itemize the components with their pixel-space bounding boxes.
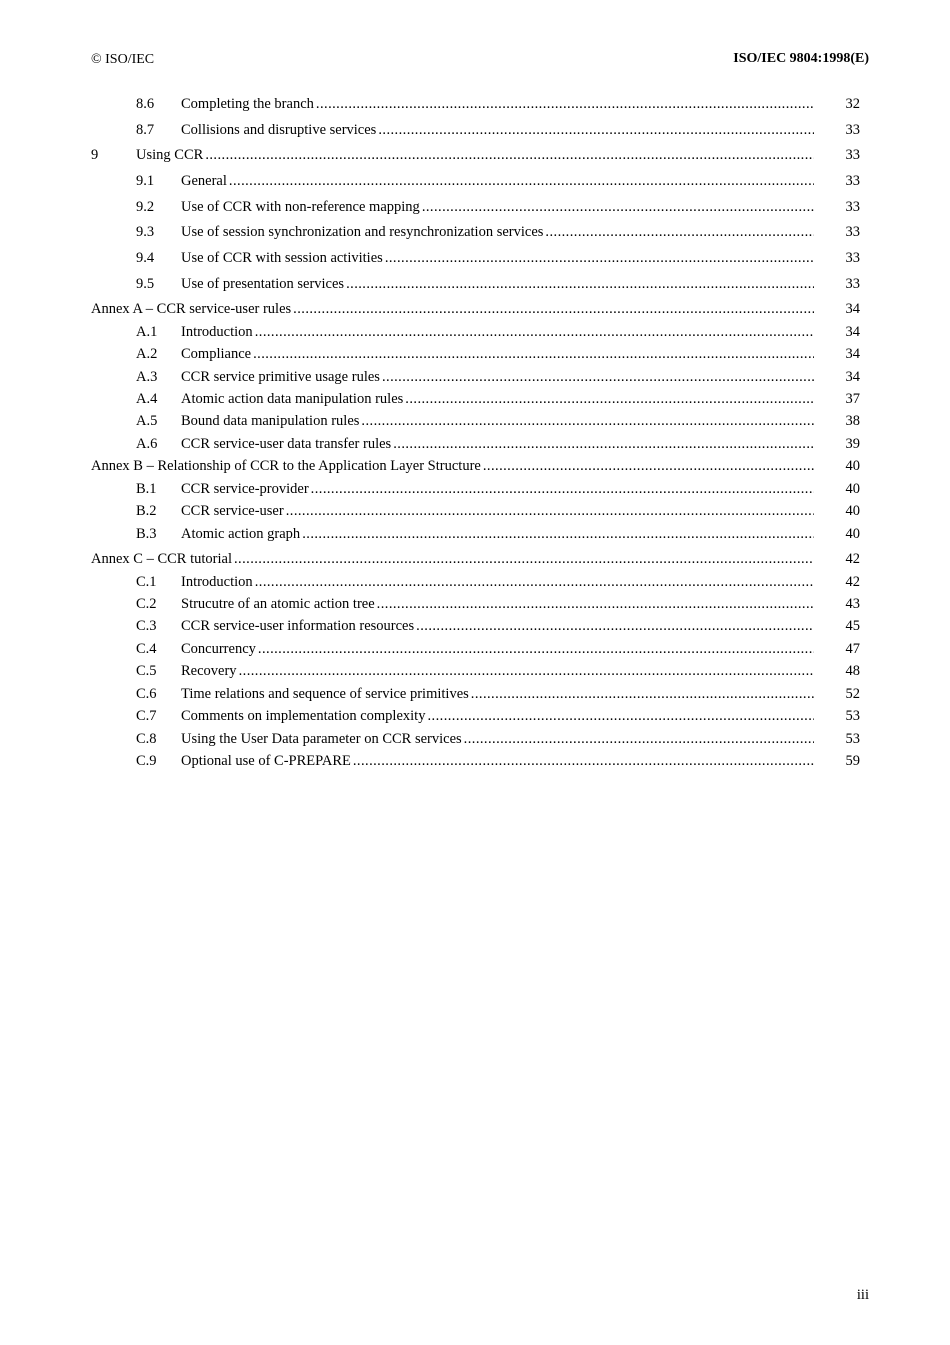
toc-entry[interactable] <box>0 411 950 431</box>
toc-entry-number: 9 <box>91 147 99 163</box>
toc-entry[interactable] <box>0 479 950 499</box>
toc-entry[interactable] <box>0 94 950 114</box>
toc-entry-title: Optional use of C-PREPARE . . . <box>181 751 814 771</box>
toc-entry-page: 53 <box>845 731 860 747</box>
toc-entry-page: 33 <box>845 122 860 138</box>
toc-entry-page: 40 <box>845 526 860 542</box>
toc-entry-page: 32 <box>845 96 860 112</box>
toc-entry-page: 45 <box>845 618 860 634</box>
toc-entry-number: A.6 <box>136 436 158 452</box>
toc-entry-title: CCR service-provider . . . <box>181 479 814 499</box>
toc-entry-number: C.6 <box>136 686 157 702</box>
toc-entry-title: Use of CCR with non-reference mapping . . . <box>181 197 814 217</box>
toc-entry-title: Completing the branch . . . <box>181 94 814 114</box>
toc-entry[interactable] <box>0 501 950 521</box>
toc-entry-page: 38 <box>845 413 860 429</box>
toc-entry-number: C.3 <box>136 618 157 634</box>
toc-entry-page: 34 <box>845 346 860 362</box>
toc-entry-title: Use of presentation services . . . <box>181 274 814 294</box>
toc-entry-title: Annex B – Relationship of CCR to the Application Layer Structure . . . <box>91 456 814 476</box>
toc-entry-title: Atomic action graph . . . <box>181 524 814 544</box>
toc-entry-title: CCR service-user . . . <box>181 501 814 521</box>
toc-entry[interactable] <box>0 197 950 217</box>
header-copyright: © ISO/IEC <box>91 52 155 67</box>
toc-entry-title: CCR service-user data transfer rules . . . <box>181 434 814 454</box>
toc-entry-title: Use of session synchronization and resynchronization services . . . <box>181 222 814 242</box>
toc-entry-number: B.1 <box>136 481 157 497</box>
toc-entry-number: 8.6 <box>136 96 155 112</box>
toc-entry[interactable] <box>0 661 950 681</box>
toc-entry[interactable] <box>0 299 950 319</box>
toc-entry-page: 33 <box>845 250 860 266</box>
toc-entry-number: 9.4 <box>136 250 155 266</box>
toc-entry-page: 47 <box>845 641 860 657</box>
toc-entry[interactable] <box>0 456 950 476</box>
toc-entry[interactable] <box>0 751 950 771</box>
toc-entry-number: A.2 <box>136 346 158 362</box>
toc-entry-number: 9.1 <box>136 173 155 189</box>
toc-entry-page: 53 <box>845 708 860 724</box>
toc-entry-number: A.1 <box>136 324 158 340</box>
toc-entry[interactable] <box>0 248 950 268</box>
toc-entry-number: C.7 <box>136 708 157 724</box>
toc-entry[interactable] <box>0 684 950 704</box>
toc-entry[interactable] <box>0 145 950 165</box>
toc-entry-title: Using CCR . . . <box>136 145 814 165</box>
toc-entry-number: A.4 <box>136 391 158 407</box>
toc-entry-page: 34 <box>845 369 860 385</box>
header-standard-id: ISO/IEC 9804:1998(E) <box>733 51 869 66</box>
toc-entry-page: 59 <box>845 753 860 769</box>
toc-entry[interactable] <box>0 706 950 726</box>
toc-entry-title: Annex C – CCR tutorial . . . <box>91 549 814 569</box>
toc-entry[interactable] <box>0 367 950 387</box>
toc-entry-number: A.3 <box>136 369 158 385</box>
toc-entry-number: A.5 <box>136 413 158 429</box>
toc-entry-page: 39 <box>845 436 860 452</box>
toc-entry[interactable] <box>0 549 950 569</box>
toc-entry-number: C.9 <box>136 753 157 769</box>
toc-entry-title: Recovery . . . <box>181 661 814 681</box>
toc-entry-page: 33 <box>845 173 860 189</box>
toc-entry-title: CCR service-user information resources . . . <box>181 616 814 636</box>
toc-entry-number: C.8 <box>136 731 157 747</box>
toc-entry-title: Introduction . . . <box>181 572 814 592</box>
toc-entry-number: C.2 <box>136 596 157 612</box>
toc-entry-number: 9.2 <box>136 199 155 215</box>
toc-entry-number: B.2 <box>136 503 157 519</box>
toc-entry-page: 52 <box>845 686 860 702</box>
toc-entry[interactable] <box>0 120 950 140</box>
toc-entry-title: Introduction . . . <box>181 322 814 342</box>
toc-entry-title: Collisions and disruptive services . . . <box>181 120 814 140</box>
page-number: iii <box>856 1287 869 1303</box>
toc-entry[interactable] <box>0 322 950 342</box>
toc-entry-number: 8.7 <box>136 122 155 138</box>
toc-entry-title: Concurrency . . . <box>181 639 814 659</box>
toc-entry-page: 34 <box>845 301 860 317</box>
toc-entry-page: 48 <box>845 663 860 679</box>
toc-entry-number: 9.3 <box>136 224 155 240</box>
toc-entry[interactable] <box>0 344 950 364</box>
toc-entry-page: 43 <box>845 596 860 612</box>
toc-entry-title: CCR service primitive usage rules . . . <box>181 367 814 387</box>
toc-entry-page: 42 <box>845 551 860 567</box>
toc-entry-title: Bound data manipulation rules . . . <box>181 411 814 431</box>
toc-entry[interactable] <box>0 729 950 749</box>
toc-entry-title: Strucutre of an atomic action tree . . . <box>181 594 814 614</box>
toc-entry[interactable] <box>0 594 950 614</box>
toc-entry-page: 34 <box>845 324 860 340</box>
toc-entry-number: C.4 <box>136 641 157 657</box>
toc-entry[interactable] <box>0 616 950 636</box>
toc-entry-title: Time relations and sequence of service primitives . . . <box>181 684 814 704</box>
toc-entry-page: 42 <box>845 574 860 590</box>
toc-entry-page: 37 <box>845 391 860 407</box>
toc-entry[interactable] <box>0 389 950 409</box>
toc-entry[interactable] <box>0 524 950 544</box>
toc-entry[interactable] <box>0 222 950 242</box>
toc-entry[interactable] <box>0 274 950 294</box>
toc-entry-title: Comments on implementation complexity . . . <box>181 706 814 726</box>
toc-entry[interactable] <box>0 171 950 191</box>
toc-entry-number: 9.5 <box>136 276 155 292</box>
toc-entry-number: C.1 <box>136 574 157 590</box>
toc-entry[interactable] <box>0 639 950 659</box>
toc-entry-number: B.3 <box>136 526 157 542</box>
toc-entry-number: C.5 <box>136 663 157 679</box>
toc-entry-title: Use of CCR with session activities . . . <box>181 248 814 268</box>
toc-entry-title: Compliance . . . <box>181 344 814 364</box>
toc-entry-title: Annex A – CCR service-user rules . . . <box>91 299 814 319</box>
toc-entry-title: Using the User Data parameter on CCR services . . . <box>181 729 814 749</box>
toc-entry-title: Atomic action data manipulation rules . . . <box>181 389 814 409</box>
toc-entry[interactable] <box>0 434 950 454</box>
toc-entry-page: 40 <box>845 481 860 497</box>
toc-entry-page: 33 <box>845 147 860 163</box>
toc-entry-page: 33 <box>845 199 860 215</box>
toc-entry[interactable] <box>0 572 950 592</box>
toc-entry-page: 40 <box>845 458 860 474</box>
toc-entry-page: 33 <box>845 224 860 240</box>
toc-entry-page: 40 <box>845 503 860 519</box>
toc-entry-page: 33 <box>845 276 860 292</box>
toc-entry-title: General . . . <box>181 171 814 191</box>
